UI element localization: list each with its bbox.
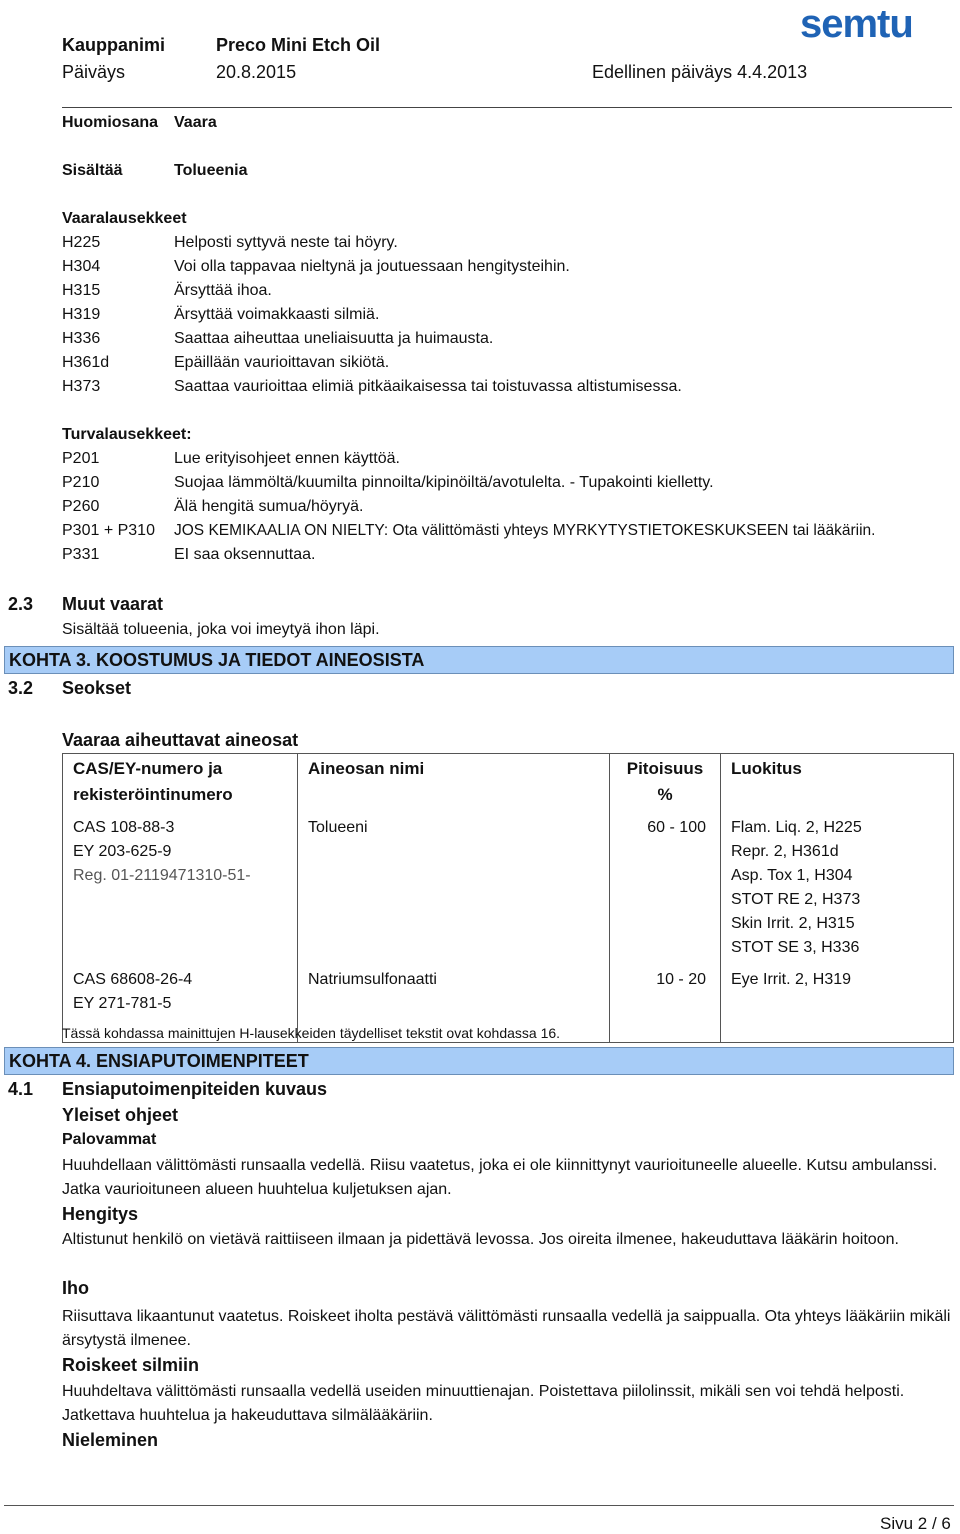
other-hazards-number: 2.3 bbox=[8, 594, 34, 614]
classification: STOT RE 2, H373 bbox=[731, 891, 861, 908]
previous-date: Edellinen päiväys 4.4.2013 bbox=[592, 62, 808, 82]
inhalation-text: Altistunut henkilö on vietävä raittiiseen ilmaan ja pidettävä levossa. Jos oireita ilmenee, hakeuduttava lääkärin hoitoon. bbox=[62, 1231, 899, 1248]
hazard-text: Saattaa aiheuttaa uneliaisuutta ja huimausta. bbox=[174, 330, 494, 347]
classification: STOT SE 3, H336 bbox=[731, 939, 860, 956]
hazard-code: H304 bbox=[62, 258, 101, 275]
precaution-code: P301 + P310 bbox=[62, 522, 155, 539]
table-row bbox=[63, 812, 954, 964]
hazard-text: Saattaa vaurioittaa elimiä pitkäaikaisessa tai toistuvassa altistumisessa. bbox=[174, 378, 682, 395]
signal-label: Huomiosana bbox=[62, 114, 159, 131]
section-3-title: KOHTA 3. KOOSTUMUS JA TIEDOT AINEOSISTA bbox=[9, 650, 425, 670]
precaution-text: Älä hengitä sumua/höyryä. bbox=[174, 498, 364, 515]
other-hazards-title: Muut vaarat bbox=[62, 594, 164, 614]
classification: Flam. Liq. 2, H225 bbox=[731, 819, 862, 836]
table-header-row bbox=[63, 754, 954, 813]
hazard-code: H315 bbox=[62, 282, 101, 299]
components-note: Tässä kohdassa mainittujen H-lausekkeiden täydelliset tekstit ovat kohdassa 16. bbox=[62, 1025, 561, 1041]
components-title: Vaaraa aiheuttavat aineosat bbox=[62, 730, 299, 750]
precaution-text: Lue erityisohjeet ennen käyttöä. bbox=[174, 450, 400, 467]
other-hazards-text: Sisältää tolueenia, joka voi imeytyä ihon läpi. bbox=[62, 621, 380, 638]
burns-text: Huuhdellaan välittömästi runsaalla vedellä. Riisu vaatetus, joka ei ole kiinnittynyt vaurioituneelle alueelle. Kutsu ambulanssi. Jatka vaurioituneen alueen huuhtelua kuljetuksen ajan. bbox=[62, 1157, 938, 1198]
reg-number: Reg. 01-2119471310-51- bbox=[73, 867, 251, 884]
classification: Eye Irrit. 2, H319 bbox=[731, 971, 852, 988]
hazard-text: Ärsyttää voimakkaasti silmiä. bbox=[174, 306, 380, 323]
mixtures-title: Seokset bbox=[62, 678, 132, 698]
hazard-code: H225 bbox=[62, 234, 101, 251]
mixtures-number: 3.2 bbox=[8, 678, 34, 698]
hazard-code: H336 bbox=[62, 330, 101, 347]
precaution-text: Suojaa lämmöltä/kuumilta pinnoilta/kipinöiltä/avotulelta. - Tupakointi kielletty. bbox=[174, 474, 714, 491]
skin-title: Iho bbox=[62, 1278, 89, 1298]
ec-number: EY 203-625-9 bbox=[73, 843, 172, 860]
eyes-text: Huuhdeltava välittömästi runsaalla vedellä useiden minuuttienajan. Poistettava piilolinssit, mikäli sen voi tehdä helposti. Jatkettava huuhtelua ja hakeuduttava silmälääkäriin. bbox=[62, 1383, 905, 1424]
classification: Repr. 2, H361d bbox=[731, 843, 839, 860]
precaution-code: P260 bbox=[62, 498, 100, 515]
hazard-code: H319 bbox=[62, 306, 101, 323]
hazard-title: Vaaralausekkeet bbox=[62, 210, 187, 227]
inhalation-title: Hengitys bbox=[62, 1204, 139, 1224]
date-value: 20.8.2015 bbox=[216, 62, 297, 82]
general-advice-title: Yleiset ohjeet bbox=[62, 1105, 179, 1125]
hazard-text: Epäillään vaurioittavan sikiötä. bbox=[174, 354, 390, 371]
precaution-code: P331 bbox=[62, 546, 100, 563]
eyes-title: Roiskeet silmiin bbox=[62, 1355, 200, 1375]
component-name: Natriumsulfonaatti bbox=[298, 964, 610, 1043]
section-4-header bbox=[4, 1047, 954, 1075]
component-conc: 10 - 20 bbox=[610, 964, 721, 1043]
header-cas: CAS/EY-numero ja rekisteröintinumero bbox=[63, 754, 298, 813]
hazard-text: Ärsyttää ihoa. bbox=[174, 282, 272, 299]
cas-number: CAS 108-88-3 bbox=[73, 819, 175, 836]
page-number: Sivu 2 / 6 bbox=[880, 1514, 951, 1533]
precaution-text: EI saa oksennuttaa. bbox=[174, 546, 316, 563]
hazard-text: Voi olla tappavaa nieltynä ja joutuessaan hengitysteihin. bbox=[174, 258, 570, 275]
precaution-code: P210 bbox=[62, 474, 100, 491]
cas-number: CAS 68608-26-4 bbox=[73, 971, 193, 988]
classification: Skin Irrit. 2, H315 bbox=[731, 915, 855, 932]
header-class: Luokitus bbox=[721, 754, 954, 813]
first-aid-number: 4.1 bbox=[8, 1079, 34, 1099]
ingestion-title: Nieleminen bbox=[62, 1430, 159, 1450]
hazard-code: H373 bbox=[62, 378, 101, 395]
header-divider bbox=[62, 107, 952, 108]
precaution-text: JOS KEMIKAALIA ON NIELTY: Ota välittömästi yhteys MYRKYTYSTIETOKESKUKSEEN tai lääkäriin. bbox=[174, 522, 876, 539]
header-name: Aineosan nimi bbox=[298, 754, 610, 813]
first-aid-title: Ensiaputoimenpiteiden kuvaus bbox=[62, 1079, 328, 1099]
precaution-code: P201 bbox=[62, 450, 100, 467]
hazard-text: Helposti syttyvä neste tai höyry. bbox=[174, 234, 398, 251]
ec-number: EY 271-781-5 bbox=[73, 995, 172, 1012]
date-label: Päiväys bbox=[62, 62, 126, 82]
section-4-title: KOHTA 4. ENSIAPUTOIMENPITEET bbox=[9, 1051, 309, 1071]
burns-title: Palovammat bbox=[62, 1131, 157, 1148]
footer-divider bbox=[4, 1505, 954, 1506]
contains-label: Sisältää bbox=[62, 162, 123, 179]
header-conc: Pitoisuus % bbox=[610, 754, 721, 813]
precaution-title: Turvalausekkeet: bbox=[62, 426, 192, 443]
components-table bbox=[62, 753, 954, 1043]
skin-text: Riisuttava likaantunut vaatetus. Roiskeet iholta pestävä välittömästi runsaalla vedellä ja saippualla. Ota yhteys lääkäriin mikäli ärsytystä ilmenee. bbox=[62, 1308, 951, 1349]
section-3-header bbox=[4, 646, 954, 674]
classification: Asp. Tox 1, H304 bbox=[731, 867, 853, 884]
product-name: Preco Mini Etch Oil bbox=[216, 35, 381, 55]
supplier-label: Kauppanimi bbox=[62, 35, 166, 55]
component-name: Tolueeni bbox=[298, 812, 610, 964]
signal-value: Vaara bbox=[174, 114, 217, 131]
hazard-code: H361d bbox=[62, 354, 110, 371]
contains-value: Tolueenia bbox=[174, 162, 248, 179]
semtu-logo: semtu bbox=[800, 2, 913, 46]
component-conc: 60 - 100 bbox=[610, 812, 721, 964]
